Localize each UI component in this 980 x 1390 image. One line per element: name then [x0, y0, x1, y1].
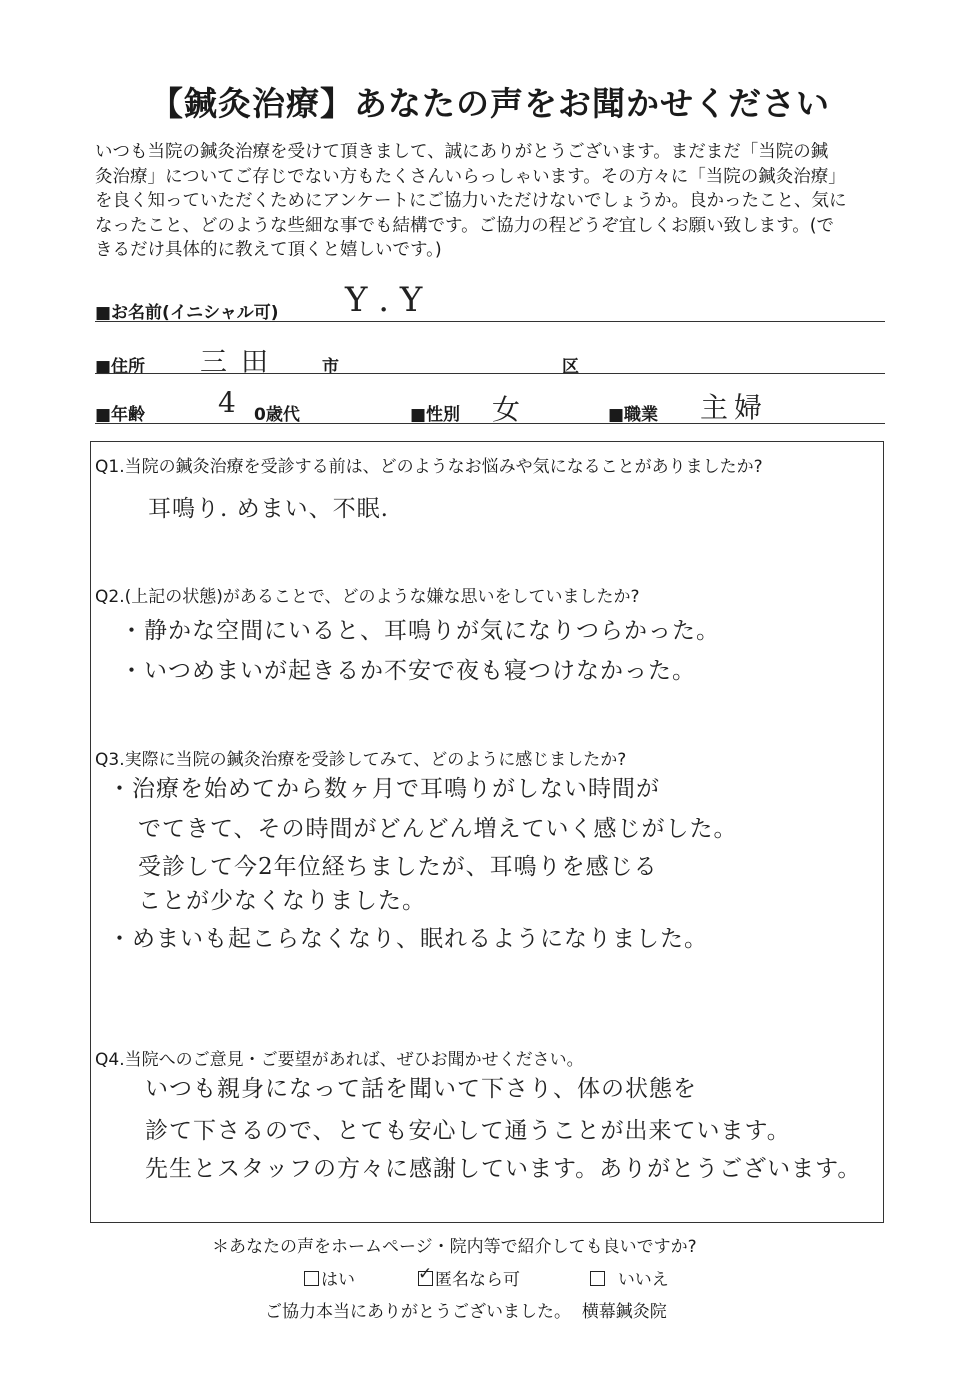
profile-underline [95, 423, 885, 424]
answer-3-line[interactable]: ことが少なくなりました。 [138, 888, 426, 914]
page-title: 【鍼灸治療】あなたの声をお聞かせください [150, 84, 830, 123]
age-value[interactable]: 4 [218, 386, 236, 419]
question-2: Q2.(上記の状態)があることで、どのような嫌な思いをしていましたか? [95, 587, 640, 607]
job-value[interactable]: 主婦 [700, 391, 769, 424]
question-3: Q3.実際に当院の鍼灸治療を受診してみて、どのように感じましたか? [95, 750, 627, 770]
option-yes-label: はい [321, 1270, 355, 1290]
age-label: ■年齢 [95, 405, 146, 425]
consent-question: ＊あなたの声をホームページ・院内等で紹介しても良いですか? [212, 1237, 697, 1257]
question-4: Q4.当院へのご意見・ご要望があれば、ぜひお聞かせください。 [95, 1050, 584, 1070]
checkbox-anonymous-checked[interactable] [418, 1264, 433, 1286]
option-yes[interactable] [304, 1265, 355, 1290]
address-label: ■住所 [95, 357, 146, 377]
option-anonymous-label: 匿名なら可 [435, 1270, 520, 1290]
thanks-text: ご協力本当にありがとうございました。 [265, 1302, 571, 1322]
intro-line: 灸治療」についてご存じでない方もたくさんいらっしゃいます。その方々に「当院の鍼灸治療」 [95, 166, 846, 187]
answer-4-line[interactable]: 診て下さるので、とても安心して通うことが出来ています。 [145, 1118, 791, 1144]
option-no-label: いいえ [617, 1270, 669, 1290]
checkbox-no[interactable] [590, 1271, 605, 1286]
option-no[interactable] [590, 1265, 669, 1290]
thanks-message [265, 1297, 667, 1322]
intro-line: きるだけ具体的に教えて頂くと嬉しいです。) [95, 240, 442, 260]
checkbox-yes[interactable] [304, 1271, 319, 1286]
job-label: ■職業 [608, 405, 659, 425]
name-label: ■お名前(イニシャル可) [95, 303, 279, 323]
address-underline [95, 373, 885, 374]
answer-1-line[interactable]: 耳鳴り. めまい、不眠. [148, 496, 389, 522]
gender-label: ■性別 [410, 405, 461, 425]
answer-3-line[interactable]: 受診して今2年位経ちましたが、耳鳴りを感じる [138, 854, 658, 880]
checkmark-icon: ✓ [418, 1264, 433, 1284]
answer-3-line[interactable]: ・治療を始めてから数ヶ月で耳鳴りがしない時間が [108, 776, 660, 802]
age-suffix: 0歳代 [254, 405, 300, 425]
question-1: Q1.当院の鍼灸治療を受診する前は、どのようなお悩みや気になることがありましたか? [95, 457, 763, 477]
city-suffix: 市 [322, 357, 339, 377]
ward-suffix: 区 [562, 357, 579, 377]
answer-4-line[interactable]: 先生とスタッフの方々に感謝しています。ありがとうございます。 [145, 1156, 862, 1182]
intro-line: を良く知っていただくためにアンケートにご協力いただけないでしょうか。良かったこと、気に [95, 191, 847, 211]
name-value[interactable]: Y . Y [345, 280, 423, 320]
answer-3-line[interactable]: ・めまいも起こらなくなり、眠れるようになりました。 [108, 926, 708, 952]
intro-paragraph [95, 140, 895, 263]
answer-4-line[interactable]: いつも親身になって話を聞いて下さり、体の状態を [145, 1076, 697, 1102]
option-anonymous[interactable] [418, 1265, 520, 1290]
answer-3-line[interactable]: でてきて、その時間がどんどん増えていく感じがした。 [138, 816, 738, 842]
address-value[interactable]: 三田 [200, 347, 282, 378]
intro-line: なったこと、どのような些細な事でも結構です。ご協力の程どうぞ宜しくお願い致します。(で [95, 215, 835, 236]
name-underline [95, 321, 885, 322]
gender-value[interactable]: 女 [492, 393, 521, 426]
intro-line: いつも当院の鍼灸治療を受けて頂きまして、誠にありがとうございます。まだまだ「当院の鍼 [95, 142, 829, 162]
clinic-name: 横幕鍼灸院 [581, 1302, 667, 1322]
answer-2-line[interactable]: ・静かな空間にいると、耳鳴りが気になりつらかった。 [120, 618, 720, 644]
answer-2-line[interactable]: ・いつめまいが起きるか不安で夜も寝つけなかった。 [120, 658, 696, 684]
